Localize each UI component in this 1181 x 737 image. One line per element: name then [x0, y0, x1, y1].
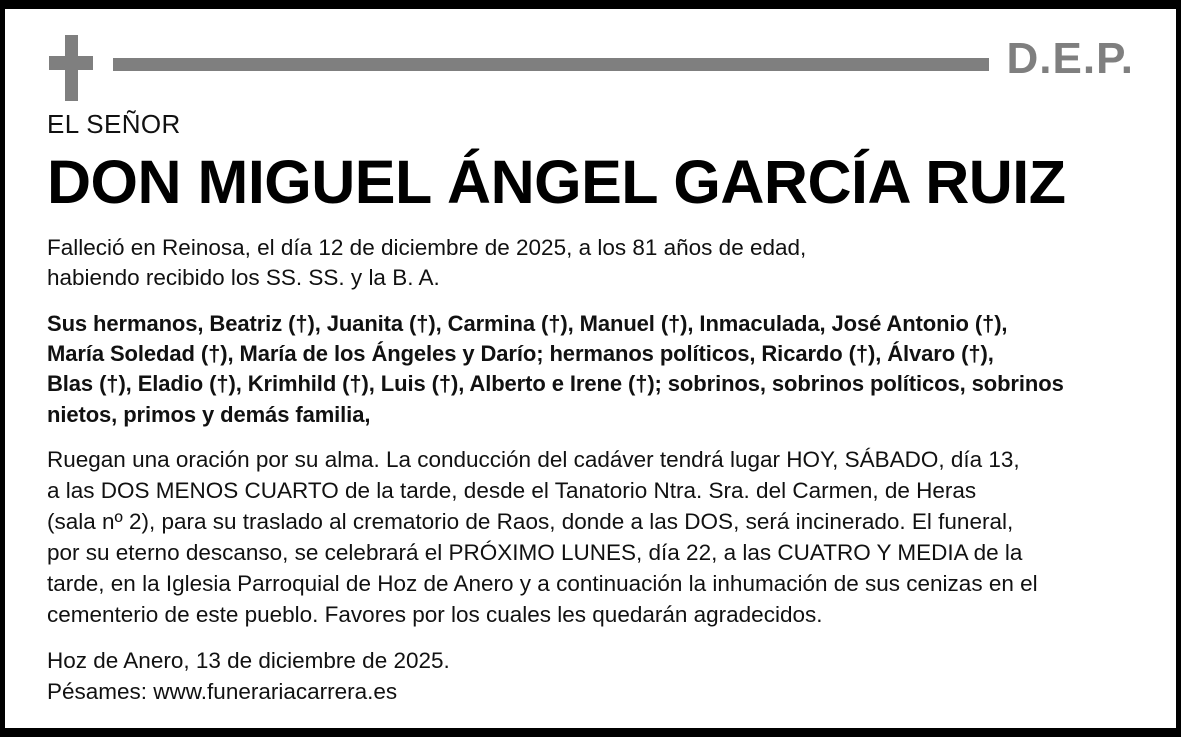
service-details-line: Ruegan una oración por su alma. La conducción del cadáver tendrá lugar HOY, SÁBADO, día 13, — [47, 446, 1020, 472]
family-line: Sus hermanos, Beatriz (†), Juanita (†), Carmina (†), Manuel (†), Inmaculada, José Antonio (†), — [47, 310, 1008, 336]
cross-horizontal-bar — [49, 56, 93, 70]
cross-icon — [49, 35, 93, 101]
deceased-name: DON MIGUEL ÁNGEL GARCÍA RUIZ — [47, 148, 1066, 216]
condolences-website: Pésames: www.funerariacarrera.es — [47, 678, 398, 704]
death-info-line: Falleció en Reinosa, el día 12 de diciembre de 2025, a los 81 años de edad, — [47, 234, 807, 260]
family-paragraph — [47, 309, 1134, 430]
service-details-line: a las DOS MENOS CUARTO de la tarde, desde el Tanatorio Ntra. Sra. del Carmen, de Heras — [47, 477, 977, 503]
death-info-line: habiendo recibido los SS. SS. y la B. A. — [47, 264, 440, 290]
closing-location-date: Hoz de Anero, 13 de diciembre de 2025. — [47, 648, 450, 674]
notice-header — [47, 31, 1134, 105]
service-details-paragraph — [47, 444, 1134, 630]
service-details-line: (sala nº 2), para su traslado al crematorio de Raos, donde a las DOS, será incinerado. El funeral, — [47, 509, 1014, 535]
dep-label: D.E.P. — [1006, 34, 1134, 83]
service-details-line: tarde, en la Iglesia Parroquial de Hoz de Anero y a continuación la inhumación de sus cenizas en el — [47, 571, 1038, 597]
closing-paragraph — [47, 646, 1134, 707]
service-details-line: cementerio de este pueblo. Favores por los cuales les quedarán agradecidos. — [47, 602, 823, 628]
death-info-paragraph — [47, 233, 1134, 293]
honorific-label: EL SEÑOR — [47, 109, 181, 139]
family-line: María Soledad (†), María de los Ángeles y Darío; hermanos políticos, Ricardo (†), Álvaro (†), — [47, 340, 994, 366]
notice-inner — [47, 31, 1134, 718]
family-line: nietos, primos y demás familia, — [47, 401, 371, 427]
service-details-line: por su eterno descanso, se celebrará el PRÓXIMO LUNES, día 22, a las CUATRO Y MEDIA de la — [47, 540, 1023, 566]
header-divider-rule — [113, 58, 989, 71]
family-line: Blas (†), Eladio (†), Krimhild (†), Luis (†), Alberto e Irene (†); sobrinos, sobrinos políticos, sobrinos — [47, 371, 1064, 397]
